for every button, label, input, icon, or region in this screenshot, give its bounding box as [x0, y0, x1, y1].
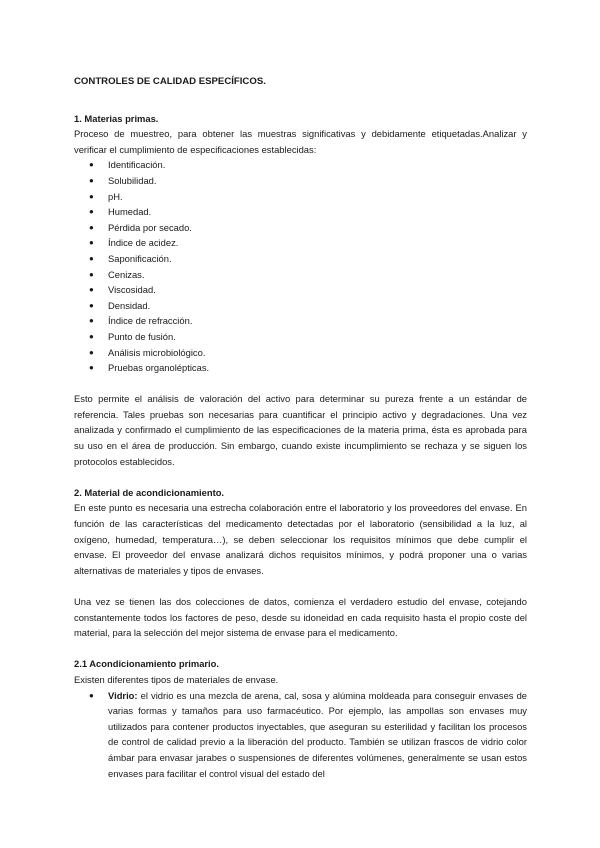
bullet-icon: ●: [89, 253, 94, 263]
list-item-label: Índice de acidez.: [108, 237, 179, 249]
list-item-label: Saponificación.: [108, 252, 172, 264]
list-item: [74, 204, 527, 220]
list-item-label: Solubilidad.: [108, 174, 157, 186]
section-2-paragraph-1: En este punto es necesaria una estrecha colaboración entre el laboratorio y los proveedores del envase. En función de las características del medicamento detectadas por el laboratorio (sensibilidad a la luz, al oxígeno, humedad, temperatura…), se deben seleccionar los requisitos mínimos que debe cumplir el envase. El proveedor del envase analizará dichos requisitos mínimos, y podrá proponer una o varias alternativas de materiales y tipos de envases.: [74, 502, 527, 576]
list-item: [74, 282, 527, 298]
bullet-icon: ●: [89, 207, 94, 217]
document-body: [74, 74, 527, 781]
list-item-label: Densidad.: [108, 299, 151, 311]
bullet-icon: ●: [89, 238, 94, 248]
bullet-icon: ●: [89, 222, 94, 232]
list-item-label: Pérdida por secado.: [108, 221, 192, 233]
list-item-label: Identificación.: [108, 159, 166, 171]
list-item-label: Punto de fusión.: [108, 330, 176, 342]
document-title: CONTROLES DE CALIDAD ESPECÍFICOS.: [74, 76, 266, 87]
section-1-intro: Proceso de muestreo, para obtener las muestras significativas y debidamente etiquetadas.Analizar y verificar el cumplimiento de especificaciones establecidas:: [74, 128, 527, 155]
list-item-label: Viscosidad.: [108, 284, 156, 296]
envase-types-list: [74, 688, 527, 782]
bullet-icon: ●: [89, 316, 94, 326]
list-item: [74, 251, 527, 267]
list-item-vidrio: [74, 688, 527, 782]
bullet-icon: ●: [89, 690, 94, 700]
list-item: [74, 235, 527, 251]
list-item-label: Pruebas organolépticas.: [108, 362, 210, 374]
section-2-heading: 2. Material de acondicionamiento.: [74, 486, 225, 498]
section-1-paragraph: Esto permite el análisis de valoración del activo para determinar su pureza frente a un estándar de referencia. Tales pruebas son necesarias para cuantificar el principio activo y degradaciones. Una vez analizada y confirmado el cumplimiento de las especificaciones de la materia prima, ésta es aprobada para su uso en el área de producción. Sin embargo, cuando existe incumplimiento se rechaza y se siguen los protocolos establecidos.: [74, 393, 527, 467]
bullet-icon: ●: [89, 160, 94, 170]
vidrio-description: el vidrio es una mezcla de arena, cal, sosa y alúmina moldeada para conseguir envases de varias formas y tamaños para uso farmacéutico. Por ejemplo, las ampollas son envases muy utilizados para contener productos inyectables, que aseguran su esterilidad y facilitan los procesos de control de calidad previo a la liberación del producto. También se utilizan frascos de vidrio color ámbar para envasar jarabes o suspensiones de diferentes volúmenes, generalmente se usan estos envases para facilitar el control visual del estado del: [108, 689, 527, 779]
bullet-icon: ●: [89, 347, 94, 357]
list-item: [74, 313, 527, 329]
list-item: [74, 173, 527, 189]
list-item: [74, 345, 527, 361]
list-item: [74, 329, 527, 345]
bullet-icon: ●: [89, 191, 94, 201]
bullet-icon: ●: [89, 300, 94, 310]
list-item: [74, 189, 527, 205]
bullet-icon: ●: [89, 175, 94, 185]
section-2-1-heading: 2.1 Acondicionamiento primario.: [74, 658, 219, 670]
materias-primas-list: [74, 157, 527, 375]
list-item-label: Análisis microbiológico.: [108, 346, 206, 358]
bullet-icon: ●: [89, 285, 94, 295]
list-item: [74, 360, 527, 376]
list-item: [74, 298, 527, 314]
list-item: [74, 157, 527, 173]
list-item-label: Humedad.: [108, 206, 152, 218]
list-item: [74, 220, 527, 236]
list-item-label: Índice de refracción.: [108, 315, 193, 327]
bullet-icon: ●: [89, 331, 94, 341]
section-2-paragraph-2: Una vez se tienen las dos colecciones de datos, comienza el verdadero estudio del envase, cotejando constantemente todos los factores de peso, desde su idoneidad en cada requisito hasta el propio coste del material, para la selección del mejor sistema de envase para el medicamento.: [74, 596, 527, 639]
list-item-label: pH.: [108, 190, 123, 202]
list-item-label: Cenizas.: [108, 268, 145, 280]
bullet-icon: ●: [89, 269, 94, 279]
bullet-icon: ●: [89, 363, 94, 373]
section-2-1-intro: Existen diferentes tipos de materiales de envase.: [74, 673, 279, 685]
list-item: [74, 267, 527, 283]
section-1-heading: 1. Materias primas.: [74, 112, 159, 124]
vidrio-term: Vidrio:: [108, 689, 138, 701]
